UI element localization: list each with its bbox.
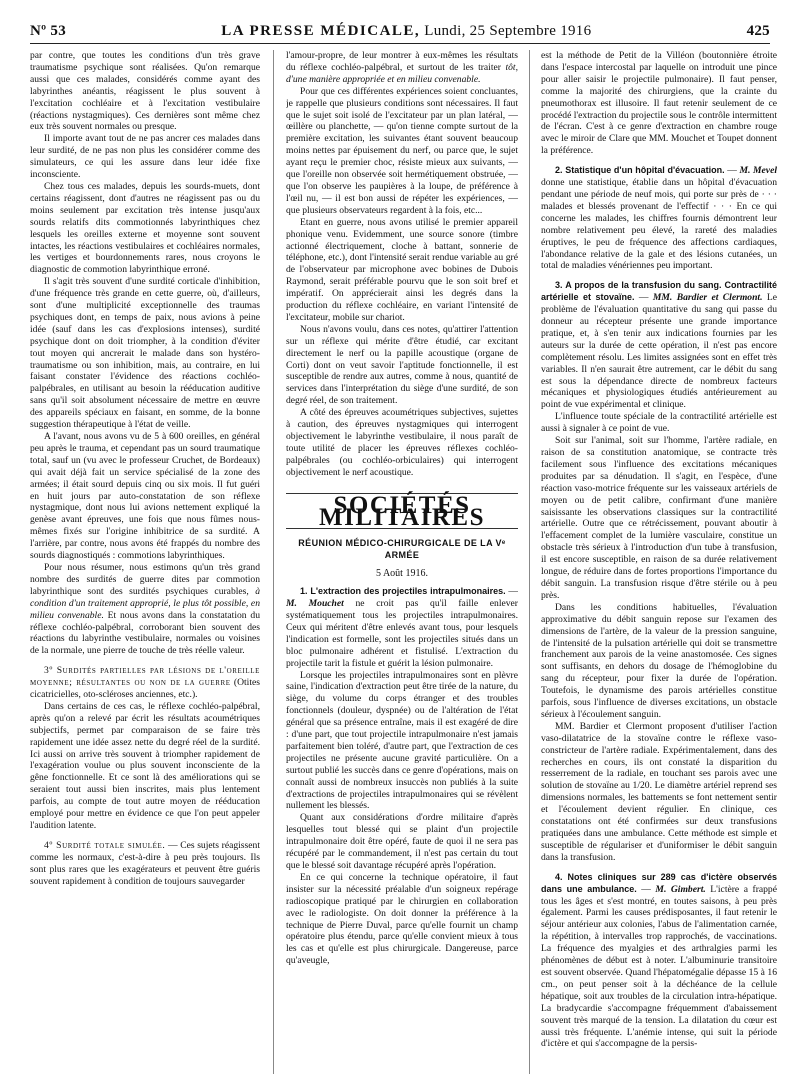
text-run: donne une statistique, établie dans un hôpital d'évacuation pendant une période de neuf mois, qui porte sur près de · · · malades et blessés provenant de l'effectif · · · En ce qui concerne les malades, les chiffres fournis démontrent leur nombre relativement peu élevé, la rareté des maladies éruptives, le peu de fréquence des affections cardiaques, l'abondance relative de la gale et des lésions cutanées, un total de maladies vénériennes peu important. [541,177,777,272]
paragraph [30,562,260,657]
column-right [541,50,777,1074]
subsection-heading [30,840,260,888]
section-title: SOCIÉTÉS MILITAIRES [319,491,485,531]
text-run: — Ces sujets réagissent comme les normaux, c'est-à-dire à peu près toujours. Ils sont plus rares que les exagérateurs et peuvent être guéris souvent rapidement à condition de toujours sauvegarder [30,839,260,887]
author-name: MM. Bardier et Clermont. [652,292,763,304]
text-run: l'amour-propre, de leur montrer à eux-mêmes les résultats du réflexe cochléo-palpébral, et surtout de les traiter [286,50,518,73]
author-name: M. Gimbert. [655,883,706,895]
text-run: Pour nous résumer, nous estimons qu'un très grand nombre des surdités de guerre dites par commotion labyrinthique sont des surdités psychiques curables, [30,561,260,597]
item-heading: 3. A propos de la transfusion du sang. Contractilité artérielle et stovaïne. [541,280,777,303]
issue-date: Lundi, 25 Septembre 1916 [424,23,592,39]
paragraph: MM. Bardier et Clermont proposent d'utiliser l'action vaso-dilatatrice de la stovaïne contre le réflexe vaso-constricteur de l'artère radiale. Expérimentalement, dans des recherches en cours, ils ont constaté la disparition du resserrement de la radiale, en touchant ses parois avec une solution de stovaïne au 1/20. Le diamètre artériel reprend ses dimensions normales, les battements se font nettement sentir et l'écoulement devient régulier. En clinique, ces constatations ont été confirmées sur deux transfusions pratiquées dans une ambulance. Cette méthode est simple et susceptible de régulariser et d'uniformiser le débit sanguin dans la transfusion. [541,720,777,863]
paragraph: est la méthode de Petit de la Villéon (boutonnière étroite dans l'espace intercostal par laquelle on introduit une pince pour aller saisir le projectile pulmonaire). Il faut penser, comme la majorité des chirurgiens, que la crainte du pneumothorax est illusoire. Il faut retenir seulement de ce procédé l'extraction du projectile sous le contrôle intermittent de l'écran. C'est à ce genre d'extraction en chambre rouge avec le miroir de Clare que MM. Mouchet et Toupet donnent la préférence. [541,50,777,157]
heading-run: 3º Surdités partielles par lésions de l'oreille moyenne; résultantes ou non de la guerre [30,665,260,689]
issue-number: Nº 53 [30,23,67,39]
page-header [30,18,770,40]
paragraph: Chez tous ces malades, depuis les sourds-muets, dont certains réagissent, dont d'autres ne réagissent pas ou du moins seulement par excitation très intense jusqu'aux sourds relatifs dits commotionnés labyrinthiques chez lesquels les oreilles externe et moyenne sont souvent intactes, les réactions vestibulaires et cochléaires normales, les vertiges et bourdonnements rares, nous croyons le diagnostic de commotion labyrinthique erroné. [30,180,260,276]
report-item: 3. A propos de la transfusion du sang. Contractilité artérielle et stovaïne. — MM. Bardier et Clermont. Le problème de l'évaluation quantitative du sang qui passe du donneur au récepteur présente une grande importance pratique, et, à s'en tenir aux indications fournies par les auteurs sur la durée de cette opération, il n'est pas encore complètement résolu. Les limites assignées sont en effet très variables. Il n'en saurait être autrement, car le débit du sang est sous la dépendance directe de nombreux facteurs mécaniques et physiologiques étudiés antérieurement au point de vue expérimental et clinique. [541,280,777,411]
subsection-heading [30,665,260,701]
text-run: ne croit pas qu'il faille enlever systématiquement tous les projectiles intrapulmonaires. Ceux qui méritent d'être enlevés avant tous, pour lesquels l'indication est formelle, sont les projectiles situés dans un bloc pulmonaire adhérent et fistulisé. L'extraction du projectile tarit la fistule et guérit la lésion pulmonaire. [286,598,518,669]
heading-run: 4º Surdité totale simulée. [44,839,166,851]
meeting-title: RÉUNION MÉDICO-CHIRURGICALE DE LA Vᵉ ARMÉE [298,538,506,561]
column-middle [286,50,518,1074]
header-rule [30,43,770,44]
italic-run: à condition d'un traitement approprié, le plus tôt possible, en milieu convenable. [30,585,260,621]
paragraph: par contre, que toutes les conditions d'un très grave traumatisme psychique sont réalisées. Qu'on remarque aussi que ces malades, considérés comme ayant des labyrinthes anéantis, réagissent le plus souvent à l'excitation cochléaire et à l'excitation vestibulaire (réactions nystagmiques). Ces dernières sont même chez eux très souvent normales ou presque. [30,50,260,133]
text-run: Et nous avons dans la constatation du réflexe cochléo-palpébral, corroborant bien souvent des réactions du labyrinthe vestibulaire, normales ou voisines de la normale, une pierre de touche de très réelle valeur. [30,609,260,657]
paragraph: Nous n'avons voulu, dans ces notes, qu'attirer l'attention sur un réflexe qui mérite d'être étudié, car excitant directement le nerf ou la papille acoustique (organe de Corti) dont on veut savoir l'aptitude fonctionnelle, il est susceptible de rendre aux autres, comme à nous, quantité de services dans l'interprétation du siège d'une surdité, de son degré réel, de son traitement. [286,323,518,407]
paragraph: Pour que ces différentes expériences soient concluantes, je rappelle que plusieurs conditions sont nécessaires. Il faut que le sujet soit isolé de l'excitateur par un plan latéral, — œillère ou planchette, — qu'on tienne compte surtout de la première excitation, les suivantes étant souvent beaucoup moins nettes par épuisement du nerf, ou parce que, le sujet ayant reçu le premier choc, résiste mieux aux suivants, — que l'oreille non observée soit hermétiquement obstruée, — que l'on observe les paupières à la loupe, de préférence à l'œil nu, — il est bon aussi de répéter les expériences, — que plusieurs observateurs regardent à la fois, etc... [286,85,518,216]
paragraph: Soit sur l'animal, soit sur l'homme, l'artère radiale, en raison de sa constitution anatomique, se contracte très facilement sous l'influence des excitations mécaniques produites par sa dénudation. Il s'agit, en l'espèce, d'une réaction vaso-motrice fréquente sur les vaisseaux artériels de moyen ou de petit calibre, confirmant d'une manière saisissante les observations classiques sur la contractilité artérielle. Outre que ce rétrécissement, pouvant aboutir à l'effacement complet de la lumière vasculaire, constitue un obstacle très sérieux à l'introduction d'un tube à transfusion, il est encore susceptible, en raison de sa durée relativement longue, de réduire dans de fortes proportions l'importance du débit sanguin. La transfusion risque d'être stérile ou à peu près. [541,435,777,601]
text-run: (Otites cicatricielles, oto-scléroses anciennes, etc.). [30,677,260,701]
paragraph: Il importe avant tout de ne pas ancrer ces malades dans leur surdité, de ne pas non plus les considérer comme des simulateurs, ce qui les assure dans leur idée fixe inconsciente. [30,133,260,181]
paragraph: Quant aux considérations d'ordre militaire d'après lesquelles tout blessé qui se plaint d'un projectile intrapulmonaire doit être opéré, faute de quoi il ne sera pas récupéré par le commandement, il n'est pas certain du tout que le blessé soit davantage récupéré après l'opération. [286,812,518,871]
paragraph: A côté des épreuves acoumétriques subjectives, sujettes à caution, des épreuves nystagmiques qui interrogent objectivement le labyrinthe vestibulaire, il nous paraît de toute utilité de placer les épreuves réflexes cochléo-palpébrales (ou cochléo-orbiculaires) qui interrogent objectivement le nerf acoustique. [286,407,518,478]
report-item: 1. L'extraction des projectiles intrapulmonaires. — M. Mouchet ne croit pas qu'il faille enlever systématiquement tous les projectiles intrapulmonaires. Ceux qui méritent d'être enlevés avant tous, pour lesquels l'indication est formelle, sont les projectiles situés dans un bloc pulmonaire adhérent et fistulisé. L'extraction du projectile tarit la fistule et guérit la lésion pulmonaire. [286,586,518,669]
page-number: 425 [746,23,770,39]
paragraph: Dans certains de ces cas, le réflexe cochléo-palpébral, après qu'on a relevé par écrit les résultats acoumétriques subjectifs, permet par comparaison de se faire très rapidement une idée assez nette du degré réel de la surdité. Ici aussi on arrive très souvent à triompher rapidement de l'exagération voulue ou plus souvent inconsciente de la gêne fonctionnelle. Et ce sont là des améliorations qui se seraient tout aussi bien inscrites, mais plus lentement parfois, au compte de tout autre moyen de rééducation employé pour mettre en évidence ce que l'on peut appeler l'audition latente. [30,700,260,831]
paragraph: Etant en guerre, nous avons utilisé le premier appareil phonique venu. Evidemment, une source sonore (timbre actionné électriquement, cloche à battant, sonnerie de téléphone, etc.), dont l'intensité serait rendue variable au gré de l'observateur par microphone avec bobines de Dubois Raymond, serait préférable pourvu que le son soit bref et impératif. On apprécierait ainsi les degrés dans la production du réflexe cochléaire, en variant l'intensité de l'excitateur, mobile sur chariot. [286,216,518,323]
column-divider [529,50,530,1074]
paragraph: L'influence toute spéciale de la contractilité artérielle est aussi à signaler à ce point de vue. [541,411,777,435]
report-item: 4. Notes cliniques sur 289 cas d'ictère observés dans une ambulance. — M. Gimbert. L'ictère a frappé tous les âges et s'est montré, en toutes saisons, à peu près également. Parmi les causes prédisposantes, il faut retenir le séjour antérieur aux colonies, l'abus de l'alimentation carnée, la répétition, à intervalles trop rapprochés, de vaccinations. La fréquence des myalgies et des arthralgies parmi les phénomènes de début est à noter. L'albuminurie transitoire est souvent observée. Quand l'hépatomégalie dépasse 15 à 16 cm., on peut penser soit à la déchéance de la cellule hépatique, soit aux troubles de la circulation intra-hépatique. La bradycardie s'accompagne fréquemment d'abaissement souvent très marqué de la tension. La dilatation du cœur est aussi très fréquente. L'anémie intense, qui suit la période d'ictère et qui s'accompagne de la persis- [541,871,777,1050]
column-left [30,50,260,1074]
text-run: L'ictère a frappé tous les âges et s'est montré, en toutes saisons, à peu près également. Parmi les causes prédisposantes, il faut retenir le séjour antérieur aux colonies, l'abus de l'alimentation carnée, la répétition, à intervalles trop rapprochés, de vaccinations. La fréquence des myalgies et des arthralgies parmi les phénomènes de début est à noter. L'albuminurie transitoire est souvent observée. Quand l'hépatomégalie dépasse 15 à 16 cm., on peut penser soit à la déchéance de la cellule hépatique, soit aux troubles de la circulation intra-hépatique. La bradycardie s'accompagne fréquemment d'abaissement souvent très marqué de la tension. La dilatation du cœur est aussi très fréquente. L'anémie intense, qui suit la période d'ictère et qui s'accompagne de la persis- [541,883,777,1050]
paragraph: A l'avant, nous avons vu de 5 à 600 oreilles, en général peu après le trauma, et cependant pas un sourd traumatique total, sauf un (vu avec le professeur Cruchet, de Bordeaux) qui avait déjà fait un service spécialisé de la zone des armées; il était sourd depuis cinq ou six mois. Il fut guéri en huit jours par auto-constatation de son réflexe nystagmique, dont nous lui avions nettement expliqué la genèse avant épreuves, une fois que nous fûmes nous-mêmes fixés sur l'origine inhibitrice de sa surdité. A l'arrière, par contre, nous avons été frappés du nombre des sourds diagnostiqués : commotions labyrinthiques. [30,431,260,562]
paragraph: Lorsque les projectiles intrapulmonaires sont en plèvre saine, l'indication d'extraction peut être tirée de la nature, du siège, du volume du corps étranger et des troubles fonctionnels (douleur, dyspnée) ou de l'altération de l'état général que sa présence entraîne, mais il est exagéré de dire : d'une part, que tout projectile intrapulmonaire n'est jamais parfaitement bien toléré, d'autre part, que l'extraction de ces projectiles ne présente aucune gravité particulière. On a surtout publié les succès dans ce genre d'opérations, mais on connaît aussi de nombreux insuccès non publiés à la suite d'extractions de projectiles intrapulmonaires qui se révèlent nullement les blessés. [286,669,518,812]
author-name: M. Mouchet [286,598,344,610]
item-heading: 2. Statistique d'un hôpital d'évacuation. [555,165,725,176]
author-name: M. Mevel [739,165,777,177]
paragraph: Dans les conditions habituelles, l'évaluation approximative du débit sanguin repose sur l'examen des dimensions de l'artère, de la valeur de la pression sanguine, de l'intensité de la pulsation artérielle qui doit se transmettre franchement aux parois de la veine anastomosée. Ces signes sont suffisants, en dehors du dosage de l'hémoglobine du sang du récepteur, pour fixer la durée de l'opération. Toutefois, le dynamisme des parois artérielles constitue parfois, sous l'influence de diverses excitations, un obstacle sérieux à l'écoulement sanguin. [541,601,777,720]
paragraph: Il s'agit très souvent d'une surdité corticale d'inhibition, d'une fréquence très grande en cette guerre, où, d'ailleurs, sont d'une multiplicité exceptionnelle des traumas psychiques dont, en temps de paix, nous avions à peine idée (sauf dans les cas d'explosions intenses), surdité psychique dont on doit triompher, à la condition d'éviter tout moyen qui ancrerait le malade dans son hystéro-traumatisme ou son inhibition, mais, au contraire, en lui faisant constater l'évidence des réactions cochléo-palpébrales, en utilisant au besoin la rééducation auditive sans qu'il soit absolument nécessaire de mettre en œuvre des appareils spéciaux en faisant, en somme, de la bonne suggestion thérapeutique à l'état de veille. [30,276,260,431]
journal-title [221,23,591,40]
journal-name: LA PRESSE MÉDICALE, [221,23,421,39]
column-divider [273,50,274,1074]
section-banner [286,493,518,530]
item-heading: 1. L'extraction des projectiles intrapulmonaires. [300,586,506,597]
paragraph [286,50,518,86]
report-item: 2. Statistique d'un hôpital d'évacuation. — M. Mevel donne une statistique, établie dans un hôpital d'évacuation pendant une période de neuf mois, qui porte sur près de · · · malades et blessés provenant de l'effectif · · · En ce qui concerne les malades, les chiffres fournis démontrent leur nombre relativement peu élevé, la rareté des maladies éruptives, le peu de fréquence des affections cardiaques, l'abondance relative de la gale et des lésions cutanées, un total de maladies vénériennes peu important. [541,165,777,272]
meeting-date: 5 Août 1916. [376,568,428,580]
italic-run: tôt, d'une manière appropriée et en milieu convenable. [286,61,518,85]
item-heading: 4. Notes cliniques sur 289 cas d'ictère observés dans une ambulance. [541,871,777,894]
paragraph: En ce qui concerne la technique opératoire, il faut insister sur la nécessité préalable d'un soigneux repérage radioscopique pratiqué par le chirurgien en collaboration avec le radiologiste. On doit donner la préférence à la technique de Pierre Duval, parce qu'elle fournit un champ opératoire plus étendu, parce qu'elle convient mieux à tous les cas et qu'elle est plus chirurgicale. Dangereuse, parce qu'aveugle, [286,871,518,967]
text-run: Le problème de l'évaluation quantitative du sang qui passe du donneur au récepteur présente une grande importance pratique, et, à s'en tenir aux indications fournies par les auteurs sur la durée de cette opération, il n'est pas encore complètement résolu. Les limites assignées sont en effet très variables. Il n'en saurait être autrement, car le débit du sang est sous la dépendance directe de nombreux facteurs mécaniques et physiologiques étudiés antérieurement au point de vue expérimental et clinique. [541,292,777,411]
